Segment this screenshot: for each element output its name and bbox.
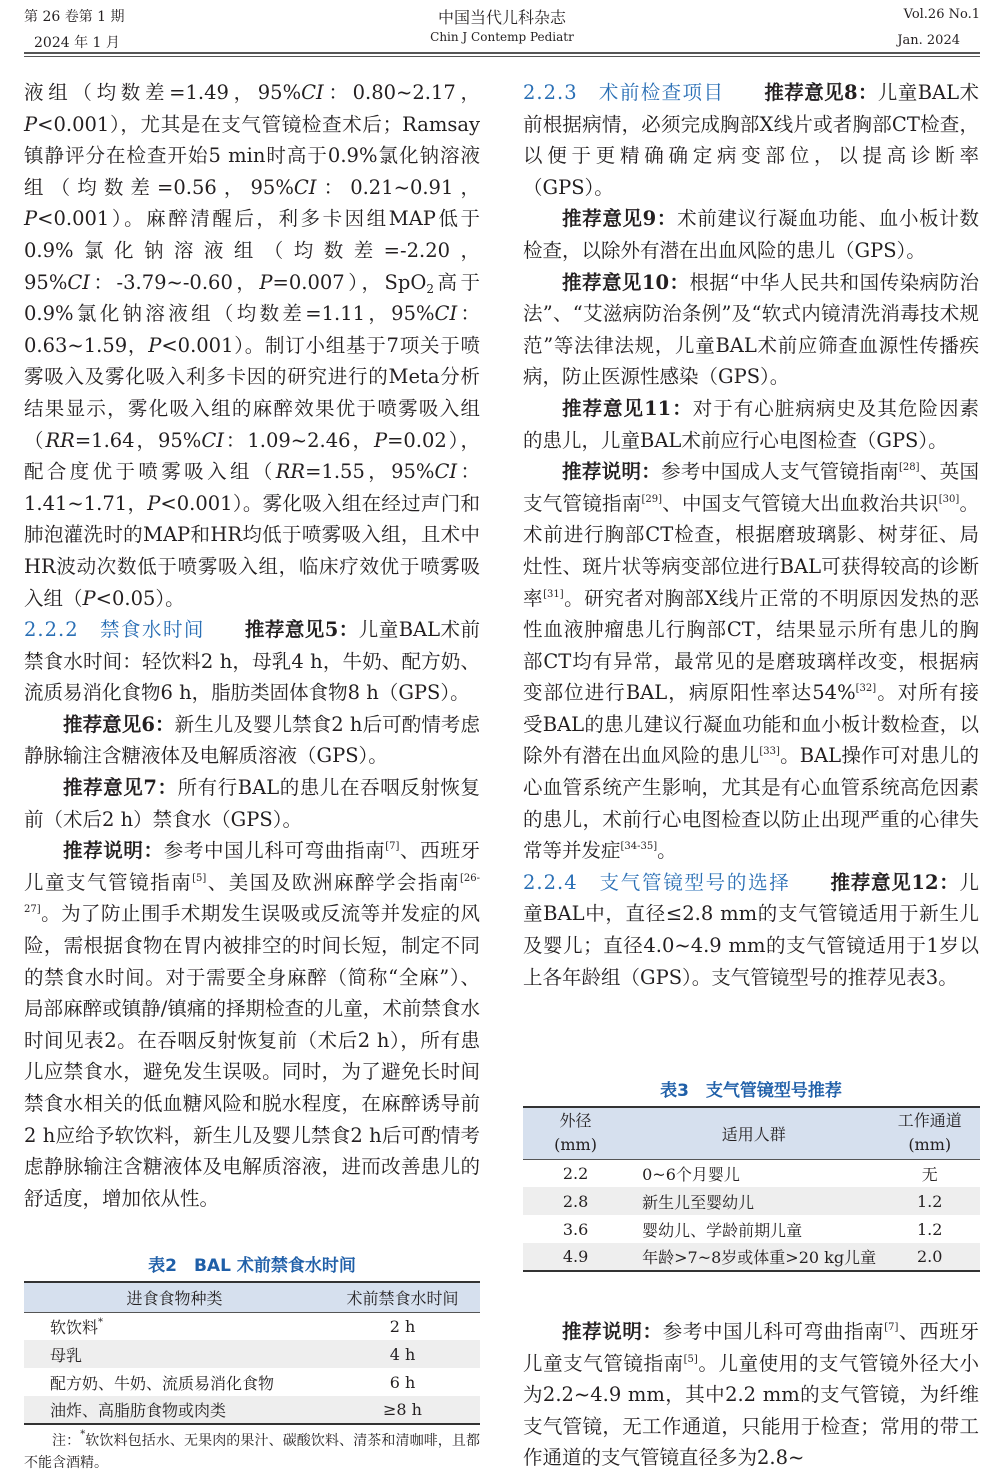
text-run: 。为了防止围手术期发生误吸或反流等并发症的风险，需根据食物在胃内被排空的时间长短，制定不同的禁食水时间。对于需要全身麻醉（简称“全麻”）、局部麻醉或镇静/镇痛的择期检查的儿童，术前禁食水时间见表2。在吞咽反射恢复前（术后2 h），所有患儿应禁食水，避免发生误吸。同时，为了避免长时间禁食水相关的低血糖风险和脱水程度，在麻醉诱导前2 h应给予软饮料，新生儿及婴儿禁食2 h后可酌情考虑静脉输注含糖液体及电解质溶液，进而改善患儿的舒适度，增加依从性。 (24, 902, 480, 1210)
table-row (523, 1187, 980, 1215)
text-run: ：0.63~1.59， (24, 302, 480, 357)
text-run: ：1.09~2.46， (223, 428, 374, 452)
paragraph (24, 77, 480, 614)
paragraph (523, 393, 979, 456)
table-row (24, 1368, 480, 1396)
italic-symbol: CI (201, 428, 224, 452)
italic-symbol: CI (301, 81, 324, 104)
citation: [34-35] (620, 841, 658, 853)
italic-symbol: RR (275, 460, 306, 484)
text-run: <0.001），尤其是在支气管镜检查术后；Ramsay镇静评分在检查开始5 min时高于0.9%氯化钠溶液组（均数差=0.56，95% (24, 112, 480, 199)
italic-symbol: CI (434, 302, 458, 326)
text-run: 。BAL操作可对患儿的心血管系统产生影响，尤其是有心血管系统高危因素的患儿，术前行心电图检查以防止出现严重的心律失常等并发症 (523, 744, 979, 863)
volume-issue-en: Vol.26 No.1 (903, 7, 980, 22)
recommendation-label: 推荐意见10： (562, 270, 690, 294)
paragraph (24, 772, 480, 835)
paragraph (523, 267, 979, 393)
text-run: <0.05）。 (95, 586, 185, 610)
text-run: 。术前进行胸部CT检查，根据磨玻璃影、树芽征、局灶性、斑片状等病变部位进行BAL可获得较高的诊断率 (523, 491, 979, 610)
section-heading: 2.2.4 支气管镜型号的选择 (523, 870, 791, 894)
right-column-bottom (523, 1316, 979, 1474)
citation: [30] (938, 493, 960, 505)
italic-symbol: CI (434, 460, 458, 484)
table3-cell: 2.0 (879, 1243, 980, 1271)
right-column (523, 77, 979, 993)
italic-symbol: P (148, 333, 162, 357)
citation: [31] (543, 588, 564, 600)
table3-header: 外径 (559, 1111, 592, 1131)
recommendation-label: 推荐意见12： (830, 870, 960, 894)
citation: [7] (385, 841, 400, 853)
text-run: =1.64，95% (74, 428, 202, 452)
text-run: 、中国支气管镜大出血救治共识 (662, 491, 939, 515)
date-cn: 2024 年 1 月 (34, 35, 120, 51)
text-run: 儿童BAL术前根据病情，必须完成胸部X线片或者胸部CT检查，以便于更精确确定病变部位，以提高诊断率（GPS）。 (523, 81, 979, 199)
recommendation-label: 推荐意见5： (244, 618, 359, 642)
text-run: <0.001）。制订小组基于7项关于喷雾吸入及雾化吸入利多卡因的研究进行的Meta分析结果显示，雾化吸入组的麻醉效果优于喷雾吸入组（ (24, 333, 480, 452)
text-run: =1.55，95% (305, 460, 435, 484)
table3-header-unit: (mm) (908, 1135, 952, 1155)
table3-cell: 4.9 (523, 1243, 628, 1271)
text-run: <0.001）。麻醉清醒后，利多卡因组MAP低于0.9%氯化钠溶液组（均数差=-2.20，95% (24, 207, 480, 294)
table3-cell: 3.6 (562, 1219, 589, 1239)
table3-title: 表3 支气管镜型号推荐 (660, 1081, 842, 1101)
text-run: 儿童BAL中，直径≤2.8 mm的支气管镜适用于新生儿及婴儿；直径4.0~4.9 mm的支气管镜适用于1岁以上各年龄组（GPS）。支气管镜型号的推荐见表3。 (523, 870, 979, 989)
text-run: 参考中国儿科可弯曲指南 (163, 839, 386, 863)
text-run: 所有行BAL的患儿在吞咽反射恢复前（术后2 h）禁食水（GPS）。 (24, 776, 480, 831)
table3-header: 工作通道 (897, 1111, 962, 1131)
table2-cell: 油炸、高脂肪食物或肉类 (24, 1396, 325, 1424)
text-run: 。 (657, 839, 677, 863)
table3-cell: 2.8 (523, 1187, 628, 1215)
text-run: ：0.21~0.91， (316, 175, 480, 199)
table-row (523, 1243, 980, 1271)
table2-cell: ≥8 h (325, 1396, 480, 1424)
text-run: 对于有心脏病病史及其危险因素的患儿，儿童BAL术前应行心电图检查（GPS）。 (523, 396, 979, 452)
italic-symbol: P (82, 586, 96, 610)
table2-cell: 配方奶、牛奶、流质易消化食物 (50, 1373, 275, 1393)
citation: [26-27] (24, 872, 480, 916)
text-run: 液组（均数差=1.49，95% (24, 81, 302, 104)
table2 (24, 1281, 480, 1425)
table-row (24, 1396, 480, 1424)
italic-symbol: CI (67, 270, 90, 294)
text-run: 。儿童使用的支气管镜外径大小为2.2~4.9 mm，其中2.2 mm的支气管镜，为纤维支气管镜，无工作通道，只能用于检查；常用的带工作通道的支气管镜直径多为2.8~ (523, 1351, 979, 1470)
citation: [7] (884, 1322, 899, 1333)
table2-note (24, 1430, 480, 1474)
paragraph (24, 835, 480, 1214)
paragraph (24, 709, 480, 772)
text-run: 高于0.9%氯化钠溶液组（均数差=1.11，95% (24, 270, 480, 326)
table3-header-unit: (mm) (554, 1135, 597, 1155)
volume-issue-cn: 第 26 卷第 1 期 (24, 9, 125, 25)
subscript: 2 (426, 281, 434, 296)
paragraph (523, 1316, 979, 1474)
text-run: 、英国支气管镜指南 (523, 460, 979, 515)
text-run: ：-3.79~-0.60， (89, 270, 260, 294)
text-run: 参考中国成人支气管镜指南 (661, 460, 899, 484)
text-run: 儿童BAL术前禁食水时间：轻饮料2 h，母乳4 h，牛奶、配方奶、流质易消化食物6 h，脂肪类固体食物8 h（GPS）。 (24, 618, 480, 705)
text-run: 根据“中华人民共和国传染病防治法”、“艾滋病防治条例”及“软式内镜清洗消毒技术规范”等法律法规，儿童BAL术前应筛查血源性传播疾病，防止医源性感染（GPS）。 (523, 270, 979, 389)
journal-title-cn: 中国当代儿科杂志 (437, 8, 566, 27)
table-row (24, 1340, 480, 1368)
citation: [32] (855, 683, 877, 695)
citation: [33] (759, 746, 780, 758)
table3-cell: 0~6个月婴儿 (642, 1164, 740, 1184)
italic-symbol: P (147, 491, 161, 515)
footnote-mark: * (98, 1316, 104, 1328)
citation: [5] (683, 1353, 698, 1365)
table3-cell: 婴幼儿、学龄前期儿童 (642, 1220, 803, 1240)
journal-title-en: Chin J Contemp Pediatr (430, 30, 574, 44)
table2-cell: 4 h (325, 1340, 480, 1368)
text-run: 、美国及欧洲麻醉学会指南 (206, 870, 460, 894)
table3 (523, 1106, 980, 1272)
table2-cell: 母乳 (24, 1340, 325, 1368)
text-run: 参考中国儿科可弯曲指南 (662, 1320, 885, 1343)
table2-cell: 软饮料 (50, 1317, 99, 1337)
table-row (523, 1215, 980, 1243)
paragraph (523, 203, 979, 266)
table3-cell: 新生儿至婴幼儿 (628, 1187, 879, 1215)
recommendation-label: 推荐意见11： (562, 396, 693, 420)
table2-cell: 2 h (389, 1316, 416, 1336)
text-run: 、西班牙儿童支气管镜指南 (523, 1320, 979, 1375)
text-run: 。对所有接受BAL的患儿建议行凝血功能和血小板计数检查，以除外有潜在出血风险的患儿 (523, 681, 979, 768)
paragraph (523, 867, 979, 993)
section-heading: 2.2.3 术前检查项目 (523, 81, 725, 104)
italic-symbol: P (24, 207, 38, 231)
table3-cell: 1.2 (879, 1187, 980, 1215)
recommendation-label: 推荐意见8： (764, 81, 878, 104)
italic-symbol: P (373, 428, 388, 452)
italic-symbol: P (259, 270, 273, 294)
table3-cell: 2.2 (562, 1163, 589, 1183)
text-run: <0.001）。雾化吸入组在经过声门和肺泡灌洗时的MAP和HR均低于喷雾吸入组，且术中HR波动次数低于喷雾吸入组，临床疗效优于喷雾吸入组（ (24, 491, 480, 610)
table2-header: 术前禁食水时间 (325, 1282, 480, 1312)
table-row (523, 1159, 980, 1187)
table2-title: 表2 BAL 术前禁食水时间 (148, 1256, 356, 1276)
paragraph (24, 614, 480, 709)
paragraph (523, 456, 979, 867)
table3-header: 适用人群 (628, 1107, 879, 1159)
footnote-mark: * (80, 1429, 86, 1440)
recommendation-label: 推荐意见7： (63, 776, 178, 800)
section-heading: 2.2.2 禁食水时间 (24, 618, 205, 642)
italic-symbol: CI (293, 175, 317, 199)
table2-cell: 6 h (389, 1372, 416, 1392)
text-run: 术前建议行凝血功能、血小板计数检查，以除外有潜在出血风险的患儿（GPS）。 (523, 207, 979, 262)
text-run: =0.007），SpO (272, 270, 427, 294)
text-run: =0.02），配合度优于喷雾吸入组（ (24, 428, 480, 484)
running-header (24, 0, 980, 58)
text-run: ：1.41~1.71， (24, 460, 480, 515)
recommendation-label: 推荐意见6： (63, 712, 175, 736)
table3-cell: 1.2 (917, 1219, 943, 1239)
text-run: ：0.80~2.17， (323, 81, 480, 104)
citation: [28] (898, 462, 920, 474)
recommendation-label: 推荐说明： (562, 460, 662, 484)
text-run: 、西班牙儿童支气管镜指南 (24, 839, 480, 894)
table3-cell: 无 (921, 1164, 938, 1184)
table2-header: 进食食物种类 (24, 1282, 325, 1312)
recommendation-label: 推荐说明： (63, 839, 164, 863)
italic-symbol: RR (45, 428, 75, 452)
table3-cell: 年龄>7~8岁或体重>20 kg儿童 (628, 1243, 879, 1271)
header-rule (24, 52, 980, 57)
note-text: 软饮料包括水、无果肉的果汁、碳酸饮料、清茶和清咖啡，且都不能含酒精。 (24, 1433, 481, 1471)
date-en: Jan. 2024 (897, 33, 960, 48)
text-run: 。研究者对胸部X线片正常的不明原因发热的恶性血液肿瘤患儿行胸部CT，结果显示所有患儿的胸部CT均有异常，最常见的是磨玻璃样改变，根据病变部位进行BAL，病原阳性率达54% (523, 586, 979, 705)
note-prefix: 注： (52, 1433, 81, 1449)
recommendation-label: 推荐说明： (562, 1320, 663, 1343)
italic-symbol: P (24, 112, 38, 136)
paragraph (523, 77, 979, 203)
recommendation-label: 推荐意见9： (562, 207, 678, 231)
left-column (24, 77, 480, 1214)
text-run: 新生儿及婴儿禁食2 h后可酌情考虑静脉输注含糖液体及电解质溶液（GPS）。 (24, 712, 480, 768)
citation: [5] (192, 872, 207, 884)
table-row (24, 1312, 480, 1340)
citation: [29] (641, 493, 663, 505)
